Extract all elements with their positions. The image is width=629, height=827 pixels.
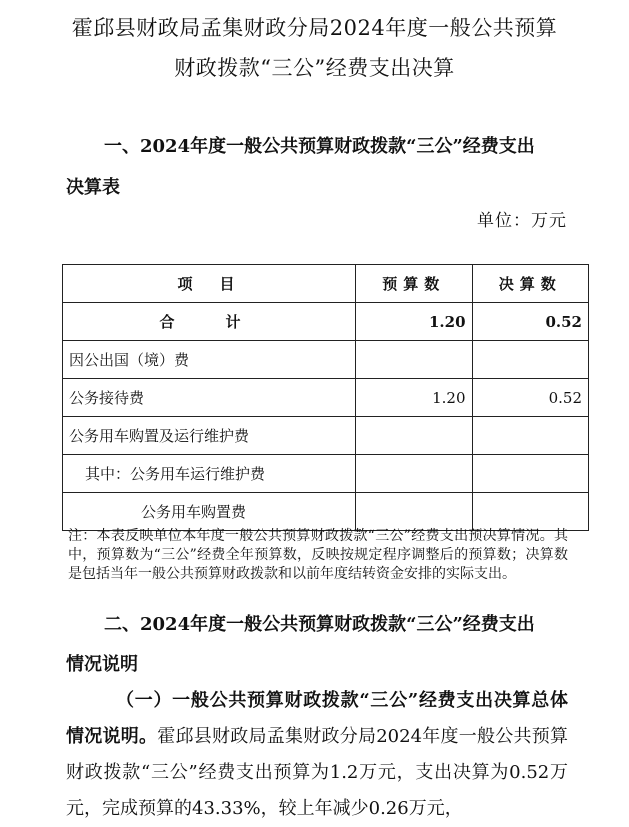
- row-label: 公务接待费: [63, 379, 356, 417]
- row-budget: [356, 455, 472, 493]
- section2-paragraph: [66, 683, 568, 827]
- row-label: 合 计: [63, 303, 356, 341]
- table-row: [63, 455, 589, 493]
- row-final: [472, 417, 588, 455]
- row-final: [472, 455, 588, 493]
- table-row: [63, 303, 589, 341]
- subsection-title: （一）一般公共预算财政拨款“三公”经费支出决算总体情况说明。: [66, 690, 568, 747]
- row-budget: [356, 417, 472, 455]
- section1-heading-cont: 决算表: [66, 177, 120, 198]
- table-row: [63, 493, 589, 531]
- header-final: 决算数: [472, 265, 588, 303]
- row-final: [472, 341, 588, 379]
- table-header-row: [63, 265, 589, 303]
- row-final: 0.52: [472, 303, 588, 341]
- row-budget: [356, 493, 472, 531]
- section2-heading-cont: 情况说明: [66, 654, 138, 675]
- row-budget: [356, 341, 472, 379]
- table-note: 注：本表反映单位本年度一般公共预算财政拨款“三公”经费支出预决算情况。其中，预算数为“三公”经费全年预算数，反映按规定程序调整后的预算数；决算数是包括当年一般公共预算财政拨款和以前年度结转资金安排的实际支出。: [68, 528, 568, 582]
- unit-label: 单位：万元: [477, 211, 567, 231]
- row-final: [472, 493, 588, 531]
- row-label: 公务用车购置及运行维护费: [63, 417, 356, 455]
- table-row: [63, 341, 589, 379]
- section2-heading: 二、2024年度一般公共预算财政拨款“三公”经费支出: [104, 614, 535, 635]
- table-row: [63, 417, 589, 455]
- doc-title-line2: 财政拨款“三公”经费支出决算: [174, 56, 455, 80]
- subsection-body: 霍邱县财政局孟集财政分局2024年度一般公共预算财政拨款“三公”经费支出预算为1.2万元，支出决算为0.52万元，完成预算的43.33%，较上年减少0.26万元，: [66, 726, 569, 819]
- header-item: 项 目: [63, 265, 356, 303]
- row-label: 公务用车购置费: [63, 493, 356, 531]
- row-budget: 1.20: [356, 379, 472, 417]
- table-row: [63, 379, 589, 417]
- row-final: 0.52: [472, 379, 588, 417]
- header-budget: 预算数: [356, 265, 472, 303]
- row-label: 其中：公务用车运行维护费: [63, 455, 356, 493]
- section1-heading: 一、2024年度一般公共预算财政拨款“三公”经费支出: [104, 136, 535, 157]
- expenditure-table: [62, 264, 589, 531]
- row-budget: 1.20: [356, 303, 472, 341]
- doc-title-line1: 霍邱县财政局孟集财政分局2024年度一般公共预算: [71, 16, 558, 40]
- row-label: 因公出国（境）费: [63, 341, 356, 379]
